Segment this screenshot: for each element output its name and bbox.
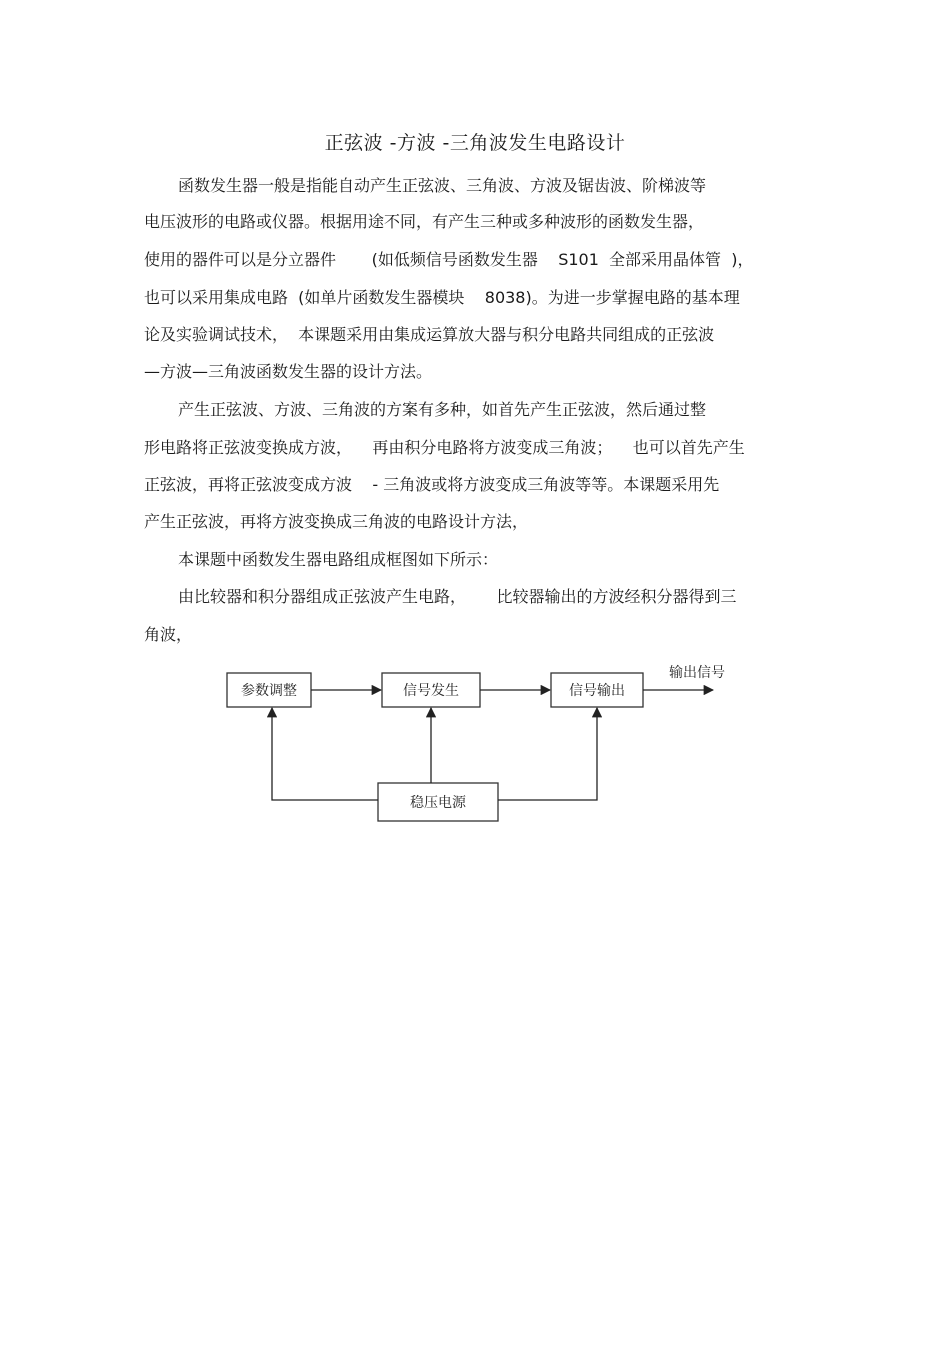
block-diagram <box>225 655 750 825</box>
signal-gen-label: 信号发生 <box>403 683 459 699</box>
paragraph-1-line-1: 函数发生器一般是指能自动产生正弦波、三角波、方波及锯齿波、阶梯波等 <box>178 176 707 195</box>
output-signal-label: 输出信号 <box>669 665 725 681</box>
paragraph-2-line-4: 产生正弦波，再将方波变换成三角波的电路设计方法， <box>144 512 529 531</box>
paragraph-1-line-3: 使用的器件可以是分立器件 (如低频信号函数发生器 S101 全部采用晶体管 )， <box>144 250 754 269</box>
paragraph-1-line-2: 电压波形的电路或仪器。根据用途不同，有产生三种或多种波形的函数发生器， <box>144 212 705 231</box>
document-title: 正弦波 -方波 -三角波发生电路设计 <box>324 132 626 154</box>
paragraph-2-line-2: 形电路将正弦波变换成方波， 再由积分电路将方波变成三角波； 也可以首先产生 <box>144 438 745 457</box>
paragraph-1-line-6: —方波—三角波函数发生器的设计方法。 <box>144 362 433 381</box>
power-label: 稳压电源 <box>410 795 466 811</box>
paragraph-3-line-1: 本课题中函数发生器电路组成框图如下所示： <box>178 550 499 569</box>
paragraph-4-line-1: 由比较器和积分器组成正弦波产生电路， 比较器输出的方波经积分器得到三 <box>178 587 737 606</box>
power-to-param-line <box>272 708 378 800</box>
power-to-out-line <box>498 708 597 800</box>
paragraph-2-line-1: 产生正弦波、方波、三角波的方案有多种，如首先产生正弦波，然后通过整 <box>178 400 707 419</box>
signal-out-label: 信号输出 <box>569 683 625 699</box>
param-adjust-label: 参数调整 <box>241 683 297 699</box>
paragraph-2-line-3: 正弦波，再将正弦波变成方波 - 三角波或将方波变成三角波等等。本课题采用先 <box>144 475 720 494</box>
paragraph-4-line-2: 角波， <box>144 625 193 644</box>
paragraph-1-line-4: 也可以采用集成电路 (如单片函数发生器模块 8038)。为进一步掌握电路的基本理 <box>144 288 740 307</box>
paragraph-1-line-5: 论及实验调试技术， 本课题采用由集成运算放大器与积分电路共同组成的正弦波 <box>144 325 715 344</box>
